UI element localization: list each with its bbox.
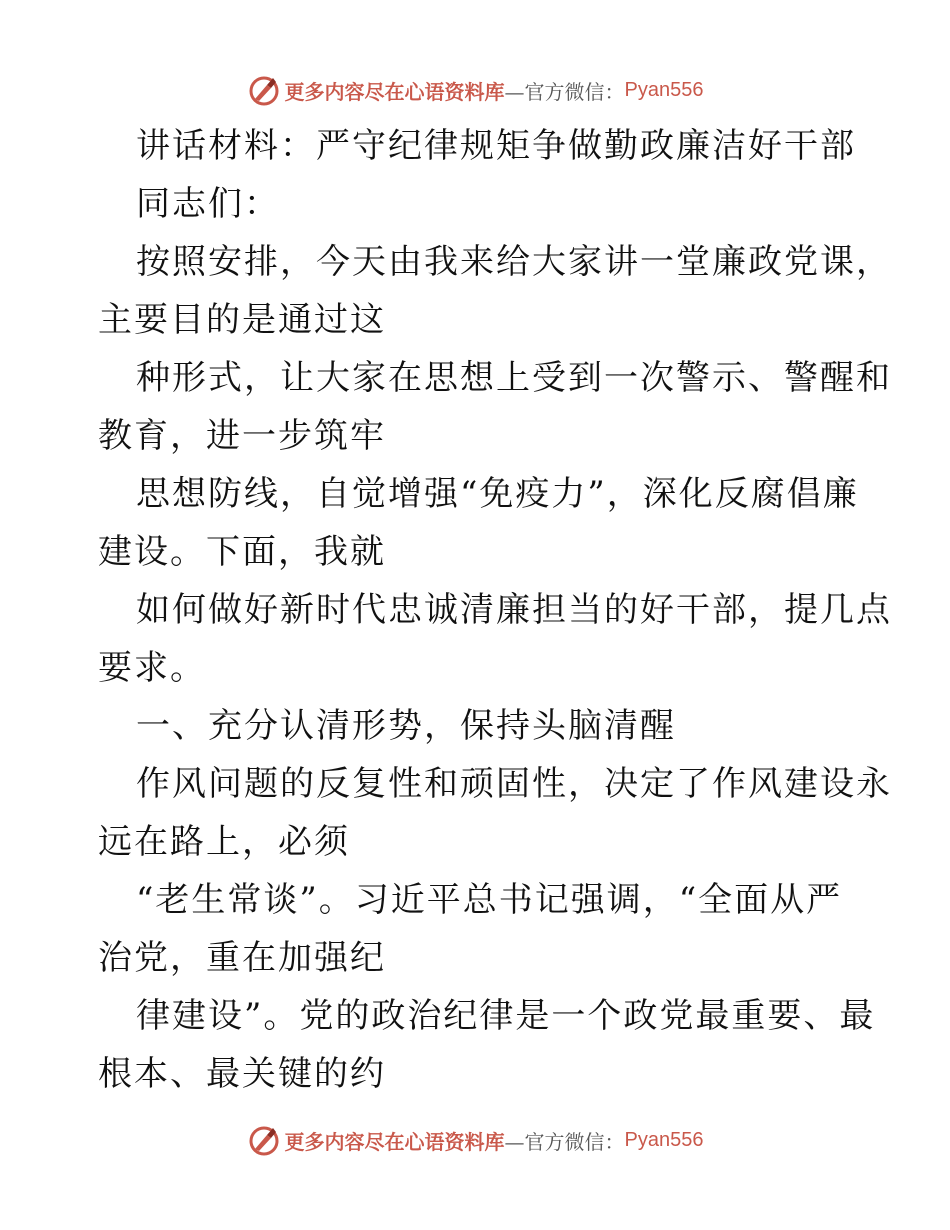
text-line: 种形式，让大家在思想上受到一次警示、警醒和 [136, 358, 892, 398]
text-line: 教育，进一步筑牢 [98, 416, 386, 456]
text-line: 建设。下面，我就 [98, 532, 386, 572]
logo-icon [247, 73, 281, 107]
text-line: 远在路上，必须 [98, 822, 350, 862]
text-line: 讲话材料：严守纪律规矩争做勤政廉洁好干部 [136, 126, 856, 166]
logo-icon [247, 1123, 281, 1157]
watermark-id-text: Pyan556 [624, 78, 704, 101]
watermark-id-text: Pyan556 [624, 1128, 704, 1151]
text-line: 如何做好新时代忠诚清廉担当的好干部，提几点 [136, 590, 892, 630]
watermark-main-text: 更多内容尽在心语资料库 [284, 79, 505, 104]
text-line: 根本、最关键的约 [98, 1054, 386, 1094]
watermark-main-text: 更多内容尽在心语资料库 [284, 1129, 505, 1154]
text-line: 作风问题的反复性和顽固性，决定了作风建设永 [136, 764, 892, 804]
section-heading: 一、充分认清形势，保持头脑清醒 [136, 706, 676, 746]
watermark-sub-text: —官方微信： [504, 79, 625, 104]
text-line: 同志们： [136, 184, 280, 224]
watermark-sub-text: —官方微信： [504, 1129, 625, 1154]
text-line: 主要目的是通过这 [98, 300, 386, 340]
text-line: 律建设”。党的政治纪律是一个政党最重要、最 [136, 996, 876, 1036]
text-line: 按照安排，今天由我来给大家讲一堂廉政党课， [136, 242, 892, 282]
text-line: “老生常谈”。习近平总书记强调，“全面从严 [136, 880, 843, 920]
document-body [98, 117, 892, 1103]
text-line: 要求。 [98, 648, 206, 688]
footer-watermark [0, 1120, 950, 1160]
text-line: 思想防线，自觉增强“免疫力”，深化反腐倡廉 [136, 474, 859, 514]
text-line: 治党，重在加强纪 [98, 938, 386, 978]
header-watermark [0, 70, 950, 110]
